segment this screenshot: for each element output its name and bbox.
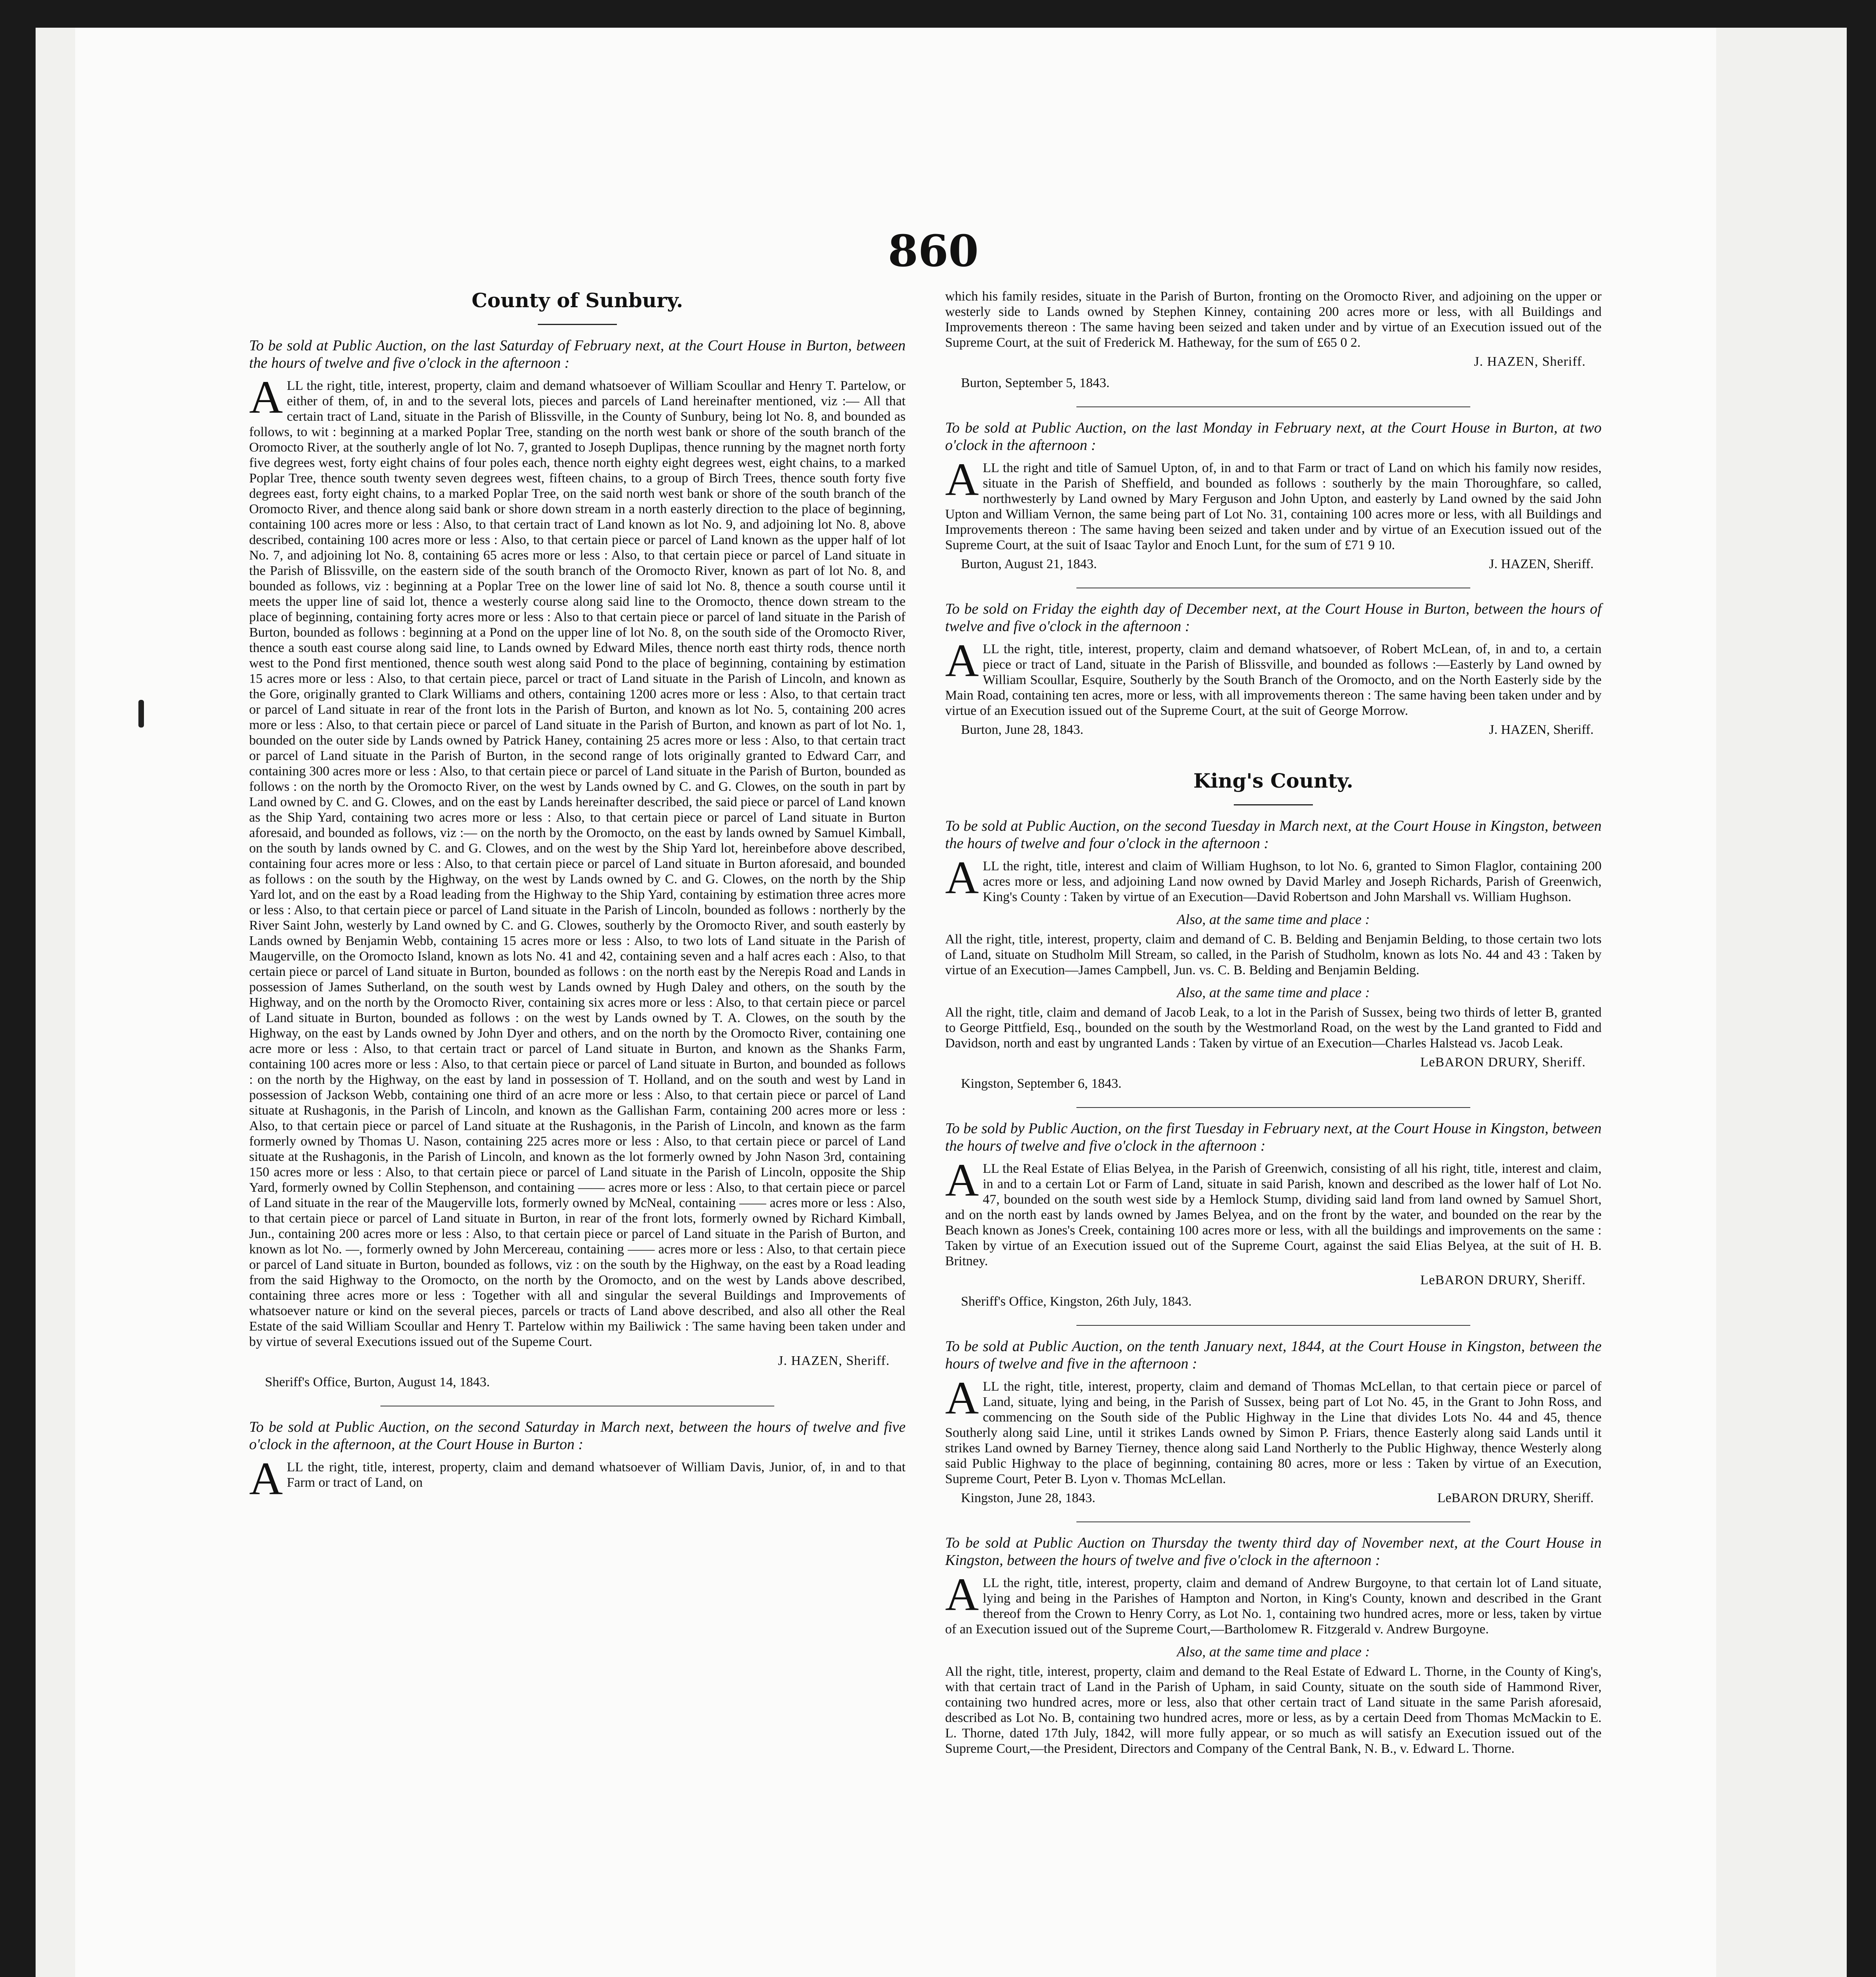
advert-body-text: LL the right, title, interest, property, claim and demand of Thomas McLellan, to that certain piece or parcel of Land, situate, lying and being, in the Parish of Sussex, being part of Lot No. 45, in the Grant to John Ross, and commencing on the South side of the Public Highway in the Line that divides Lots No. 44 and 45, thence Southerly along said Line, until it strikes Lands owned by Simon P. Friars, thence Easterly along said Lands until it strikes Land owned by Barney Tierney, thence along said Land Northerly to the Public Highway, thence Westerly along said Public Highway to the place of beginning, containing 80 acres, more or less : Taken by virtue of an Execution, Supreme Court, Peter B. Lyon v. Thomas McLellan. — [945, 1379, 1602, 1486]
advert-intro: To be sold on Friday the eighth day of December next, at the Court House in Burton, between the hours of twelve and five o'clock in the afternoon : — [945, 601, 1602, 635]
advert-hughson — [945, 817, 1602, 1091]
advert-dateline: Burton, June 28, 1843. — [961, 722, 1084, 737]
advert-body — [945, 454, 1602, 553]
dateline-signature-row — [961, 1491, 1594, 1506]
advert-divider — [1076, 1325, 1470, 1326]
advert-belyea — [945, 1120, 1602, 1309]
sheriff-signature: J. HAZEN, Sheriff. — [778, 1353, 890, 1368]
advert-paragraph: All the right, title, interest, property, claim and demand of C. B. Belding and Benjamin Belding, to those certain two lots of Land, situate on Studholm Mill Stream, so called, in the Parish of Studholm, known as lots No. 44 and 43 : Taken by virtue of an Execution—James Campbell, Jun. vs. C. B. Belding and Benjamin Belding. — [945, 932, 1602, 977]
advert-body — [945, 1372, 1602, 1487]
advert-mclellan — [945, 1338, 1602, 1506]
sheriff-signature: J. HAZEN, Sheriff. — [1489, 557, 1594, 571]
advert-burgoyne-thorne — [945, 1534, 1602, 1756]
advert-body — [945, 1569, 1602, 1637]
advert-body — [249, 371, 906, 1350]
dropcap: A — [249, 371, 283, 423]
advert-dateline: Burton, September 5, 1843. — [961, 376, 1110, 390]
dropcap: A — [945, 454, 979, 505]
newspaper-page — [75, 28, 1716, 1977]
advert-davis-continued — [945, 289, 1602, 391]
advert-body — [945, 635, 1602, 718]
page-number: 860 — [888, 225, 979, 276]
heading-rule — [538, 324, 617, 325]
advert-body-text: LL the right, title, interest and claim of William Hughson, to lot No. 6, granted to Simon Flaglor, containing 200 acres more or less, and adjoining Land now owned by David Marley and Joseph Richards, Parish of Greenwich, King's County : Taken by virtue of an Execution—David Robertson and John Marshall vs. William Hughson. — [983, 859, 1602, 904]
advert-body-text: LL the right, title, interest, property, claim and demand whatsoever of William Davis, Junior, of, in and to that Farm or tract of Land, on — [287, 1460, 906, 1490]
advert-paragraph: All the right, title, claim and demand of Jacob Leak, to a lot in the Parish of Sussex, being two thirds of letter B, granted to George Pittfield, Esq., bounded on the south by the Westmorland Road, on the west by the Land granted to Fidd and Davidson, north and east by ungranted Lands : Taken by virtue of an Execution—Charles Halstead vs. Jacob Leak. — [945, 1005, 1602, 1051]
advert-dateline: Burton, August 21, 1843. — [961, 557, 1097, 571]
dropcap: A — [945, 635, 979, 686]
advert-scoullar-partelow — [249, 337, 906, 1390]
advert-subhead: Also, at the same time and place : — [1177, 1644, 1370, 1659]
dateline-signature-row — [961, 557, 1594, 572]
sheriff-signature: LeBARON DRURY, Sheriff. — [1420, 1055, 1586, 1070]
advert-intro: To be sold at Public Auction, on the last Monday in February next, at the Court House in Burton, at two o'clock in the afternoon : — [945, 420, 1602, 454]
advert-body-continued: which his family resides, situate in the Parish of Burton, fronting on the Oromocto River, and adjoining on the upper or westerly side to Lands owned by Stephen Kinney, containing 200 acres more or less, with all Buildings and Improvements thereon : The same having been seized and taken under and by virtue of an Execution issued out of the Supreme Court, at the suit of Frederick M. Hatheway, for the sum of £65 0 2. — [945, 289, 1602, 350]
advert-subhead: Also, at the same time and place : — [1177, 985, 1370, 1000]
county-heading-kings: King's County. — [1193, 769, 1354, 792]
scanned-sheet — [36, 28, 1847, 1977]
advert-body-text: LL the Real Estate of Elias Belyea, in the Parish of Greenwich, consisting of all his right, title, interest and claim, in and to a certain Lot or Farm of Land, situate in said Parish, known and described as the lower half of Lot No. 47, bounded on the south west side by a Hemlock Stump, dividing said land from land owned by Samuel Short, and on the north east by lands owned by James Belyea, and on the front by the water, and bounded on the rear by the Beach known as Jones's Creek, containing 100 acres more or less, with all the buildings and improvements on the same : Taken by virtue of an Execution issued out of the Supreme Court, against the said Elias Belyea, at the suit of H. B. Britney. — [945, 1161, 1602, 1268]
advert-mclean — [945, 600, 1602, 737]
advert-body-text: LL the right and title of Samuel Upton, of, in and to that Farm or tract of Land on which his family now resides, situate in the Parish of Sheffield, and bounded as follows : southerly by the main Thoroughfare, so called, northwesterly by Land owned by Mary Ferguson and John Upton, and easterly by Land owned by the said John Upton and William Vernon, the same being part of Lot No. 31, containing 100 acres more or less, with all Buildings and Improvements thereon : The same having been seized and taken under and by virtue of an Execution issued out of the Supreme Court, at the suit of Isaac Taylor and Enoch Lunt, for the sum of £71 9 10. — [945, 461, 1602, 552]
left-column — [249, 289, 906, 1504]
advert-intro: To be sold by Public Auction, on the first Tuesday in February next, at the Court House in Kingston, between the hours of twelve and five o'clock in the afternoon : — [945, 1120, 1602, 1154]
advert-davis — [249, 1418, 906, 1504]
sheriff-signature: LeBARON DRURY, Sheriff. — [1420, 1273, 1586, 1287]
advert-subhead: Also, at the same time and place : — [1177, 911, 1370, 927]
right-column — [945, 289, 1602, 1764]
sheriff-signature: J. HAZEN, Sheriff. — [1474, 354, 1586, 369]
advert-intro: To be sold at Public Auction, on the second Saturday in March next, between the hours of twelve and five o'clock in the afternoon, at the Court House in Burton : — [249, 1419, 906, 1453]
advert-body-text: LL the right, title, interest, property, claim and demand whatsoever, of Robert McLean, of, in and to, a certain piece or tract of Land, situate in the Parish of Blissville, and bounded as follows :—Easterly by Land owned by William Scoullar, Esquire, Southerly by the South Branch of the Oromocto, and on the North Easterly side by the Main Road, containing ten acres, more or less, with all improvements thereon : The same having been taken under and by virtue of an Execution issued out of the Supreme Court, at the suit of George Morrow. — [945, 642, 1602, 718]
advert-body — [945, 852, 1602, 905]
dropcap: A — [945, 1372, 979, 1424]
dropcap: A — [249, 1453, 283, 1504]
margin-ink-mark — [138, 700, 144, 728]
advert-divider — [1076, 406, 1470, 407]
advert-upton — [945, 419, 1602, 572]
advert-body-text: LL the right, title, interest, property, claim and demand whatsoever of William Scoullar and Henry T. Partelow, or either of them, of, in and to the several lots, pieces and parcels of Land hereinafter mentioned, viz :— All that certain tract of Land, situate in the Parish of Blissville, in the County of Sunbury, being lot No. 8, and bounded as follows, to wit : beginning at a marked Poplar Tree, standing on the north west bank or shore of the south branch of the Oromocto River, at the southerly angle of lot No. 7, granted to Joseph Duplipas, thence running by the magnet north forty five degrees west, forty eight chains of four poles each, thence north eighty eight degrees west, eight chains, to a marked Poplar Tree, thence south twenty seven degrees west, fifteen chains, to a group of Birch Trees, thence south forty five degrees east, forty eight chains, to a marked Poplar Tree, on the said north west bank or shore of the south branch of the Oromocto River, and thence along said bank or shore down stream in a north easterly direction to the place of beginning, containing 100 acres more or less : Also, to that certain tract of Land known as lot No. 9, and adjoining lot No. 8, above described, containing 100 acres more or less : Also, to that certain piece or parcel of Land known as the upper half of lot No. 7, and adjoining lot No. 8, containing 65 acres more or less : Also, to that certain piece or parcel of Land situate in the Parish of Blissville, on the eastern side of the south branch of the Oromocto River, known as part of lot No. 8, and bounded as follows, viz : beginning at a Poplar Tree on the lower line of said lot No. 8, thence a south course until it meets the upper line of said lot, thence a westerly course along said line to the Oromocto, thence down stream to the place of beginning, containing forty acres more or less : Also to that certain piece or parcel of land situate in the Parish of Burton, bounded as follows : beginning at a Pond on the upper line of lot No. 8, on the south side of the Oromocto River, thence a south east course along said line, to Lands owned by Edward Miles, thence north east thirty rods, thence north west to the Pond first mentioned, thence south west along said Pond to the place of beginning, containing by estimation 15 acres more or less : Also, to that certain piece, parcel or tract of Land situate in the Parish of Lincoln, and known as the Gore, originally granted to Clark Williams and others, containing 1200 acres more or less : Also, to that certain tract or parcel of Land situate in rear of the front lots in the Parish of Burton, and known as lot No. 5, containing 200 acres more or less : Also, to that certain piece or parcel of Land situate in the Parish of Burton, and known as part of lot No. 1, bounded on the outer side by Lands owned by Patrick Haney, containing 25 acres more or less : Also, to that certain tract or parcel of Land situate in the Parish of Burton, in the second range of lots originally granted to Edward Carr, and containing 300 acres more or less : Also, to that certain piece or parcel of Land situate in the Parish of Burton, bounded as follows : on the north by the Oromocto River, on the west by Lands owned by C. and G. Clowes, on the south in part by Land owned by C. and G. Clowes, and on the east by Lands hereinafter described, the said piece or parcel of Land known as the Ship Yard, containing two acres more or less : Also, to that certain piece or parcel of Land situate in Burton aforesaid, and bounded as follows, viz :— on the north by the Oromocto, on the east by lands owned by Samuel Kimball, on the south by lands owned by C. and G. Clowes, and on the west by the Ship Yard lot, hereinbefore above described, containing four acres more or less : Also, to that certain piece or parcel of Land situate in Burton aforesaid, and bounded as follows : on the south by the Highway, on the west by Lands owned by C. and G. Clowes, on the north by the Ship Yard lot, and on the east by a Road leading from the Highway to the Ship Yard, containing by estimation three acres more or less : Also, to that certain piece or parcel of Land situate in the Parish of Lincoln, bounded as follows : northerly by the River Saint John, westerly by Land owned by C. and G. Clowes, southerly by the Oromocto River, and south easterly by Lands owned by Benjamin Webb, containing 15 acres more or less : Also, to two lots of Land situate in the Parish of Maugerville, on the Oromocto Island, known as lots No. 41 and 42, containing seven and a half acres each : Also, to that certain piece or parcel of Land situate in Burton, bounded as follows : on the north east by the Nerepis Road and Lands in possession of James Sutherland, on the south west by Lands owned by Hugh Daley and others, on the south by the Highway, and on the north by the Oromocto River, containing six acres more or less : Also, to that certain piece or parcel of Land situate in Burton, bounded as follows : on the west by Lands owned by T. A. Clowes, on the south by the Highway, on the east by Lands owned by John Dyer and others, and on the north by the Oromocto River, containing one acre more or less : Also, to that certain tract or parcel of Land situate in Burton, and known as the Shanks Farm, containing 100 acres more or less : Also, to that certain piece or parcel of Land situate in Burton, and bounded as follows : on the north by the Highway, on the east by land in possession of T. Holland, and on the south and west by Land in possession of Jackson Webb, containing one third of an acre more or less : Also, to that certain piece or parcel of Land situate at Rushagonis, in the Parish of Lincoln, and known as the Gallishan Farm, containing 200 acres more or less : Also, to that certain piece or parcel of Land situate at the Rushagonis, in the Parish of Lincoln, and known as the farm formerly owned by Thomas U. Nason, containing 225 acres more or less : Also, to that certain piece or parcel of Land situate at the Rushagonis, in the Parish of Lincoln, and known as the lot formerly owned by John Nason 3rd, containing 150 acres more or less : Also, to that certain piece or parcel of Land situate in the Parish of Lincoln, opposite the Ship Yard, formerly owned by Collin Stephenson, and containing —— acres more or less : Also, to that certain piece or parcel of Land situate in the rear of the Maugerville lots, formerly owned by McNeal, containing —— acres more or less : Also, to that certain piece or parcel of Land situate in Burton, in rear of the front lots, formerly owned by Richard Kimball, Jun., containing 200 acres more or less : Also, to that certain piece or parcel of Land situate in the Parish of Burton, and known as lot No. —, formerly owned by John Mercereau, containing —— acres more or less : Also, to that certain piece or parcel of Land situate in Burton, bounded as follows, viz : on the south by the Highway, on the east by a Road leading from the said Highway to the Oromocto, on the north by the Oromocto, and on the west by Lands above described, containing three acres more or less : Together with all and singular the several Buildings and Improvements of whatsoever nature or kind on the several pieces, parcels or tracts of Land above described, and also all other the Real Estate of the said William Scoullar and Henry T. Partelow within my Bailiwick : The same having been taken under and by virtue of several Executions issued out of the Supeme Court. — [249, 378, 906, 1349]
advert-body-text: LL the right, title, interest, property, claim and demand of Andrew Burgoyne, to that certain lot of Land situate, lying and being in the Parishes of Hampton and Norton, in King's County, known and described in the Grant thereof from the Crown to Henry Corry, as Lot No. 1, containing two hundred acres, more or less, taken by virtue of an Execution issued out of the Supreme Court,—Bartholomew R. Fitzgerald v. Andrew Burgoyne. — [945, 1576, 1602, 1637]
advert-intro: To be sold at Public Auction on Thursday the twenty third day of November next, at the Court House in Kingston, between the hours of twelve and five o'clock in the afternoon : — [945, 1535, 1602, 1569]
advert-dateline: Kingston, June 28, 1843. — [961, 1491, 1095, 1505]
advert-body — [945, 1154, 1602, 1269]
sheriff-signature: LeBARON DRURY, Sheriff. — [1437, 1491, 1594, 1505]
advert-intro: To be sold at Public Auction, on the last Saturday of February next, at the Court House in Burton, between the hours of twelve and five o'clock in the afternoon : — [249, 337, 906, 371]
advert-body — [249, 1453, 906, 1504]
advert-dateline: Sheriff's Office, Burton, August 14, 1843. — [265, 1375, 490, 1389]
dropcap: A — [945, 852, 979, 903]
heading-rule — [1234, 804, 1313, 805]
county-heading-sunbury: County of Sunbury. — [471, 289, 683, 312]
dropcap: A — [945, 1154, 979, 1206]
dropcap: A — [945, 1569, 979, 1620]
sheriff-signature: J. HAZEN, Sheriff. — [1489, 722, 1594, 737]
advert-dateline: Kingston, September 6, 1843. — [961, 1076, 1122, 1091]
dateline-signature-row — [961, 722, 1594, 737]
advert-divider — [1076, 1521, 1470, 1522]
advert-intro: To be sold at Public Auction, on the tenth January next, 1844, at the Court House in Kingston, between the hours of twelve and five in the afternoon : — [945, 1338, 1602, 1372]
advert-paragraph: All the right, title, interest, property, claim and demand to the Real Estate of Edward L. Thorne, in the County of King's, with that certain tract of Land in the Parish of Upham, in said County, situate on the south side of Hammond River, containing two hundred acres, more or less, also that other certain tract of Land situate in the same Parish aforesaid, described as Lot No. B, containing two hundred acres, more or less, as by a certain Deed from Thomas McMackin to E. L. Thorne, dated 17th July, 1842, will more fully appear, or so much as will satisfy an Execution issued out of the Supreme Court,—the President, Directors and Company of the Central Bank, N. B., v. Edward L. Thorne. — [945, 1664, 1602, 1756]
advert-divider — [1076, 1107, 1470, 1108]
advert-dateline: Sheriff's Office, Kingston, 26th July, 1843. — [961, 1294, 1192, 1309]
advert-intro: To be sold at Public Auction, on the second Tuesday in March next, at the Court House in Kingston, between the hours of twelve and four o'clock in the afternoon : — [945, 818, 1602, 852]
